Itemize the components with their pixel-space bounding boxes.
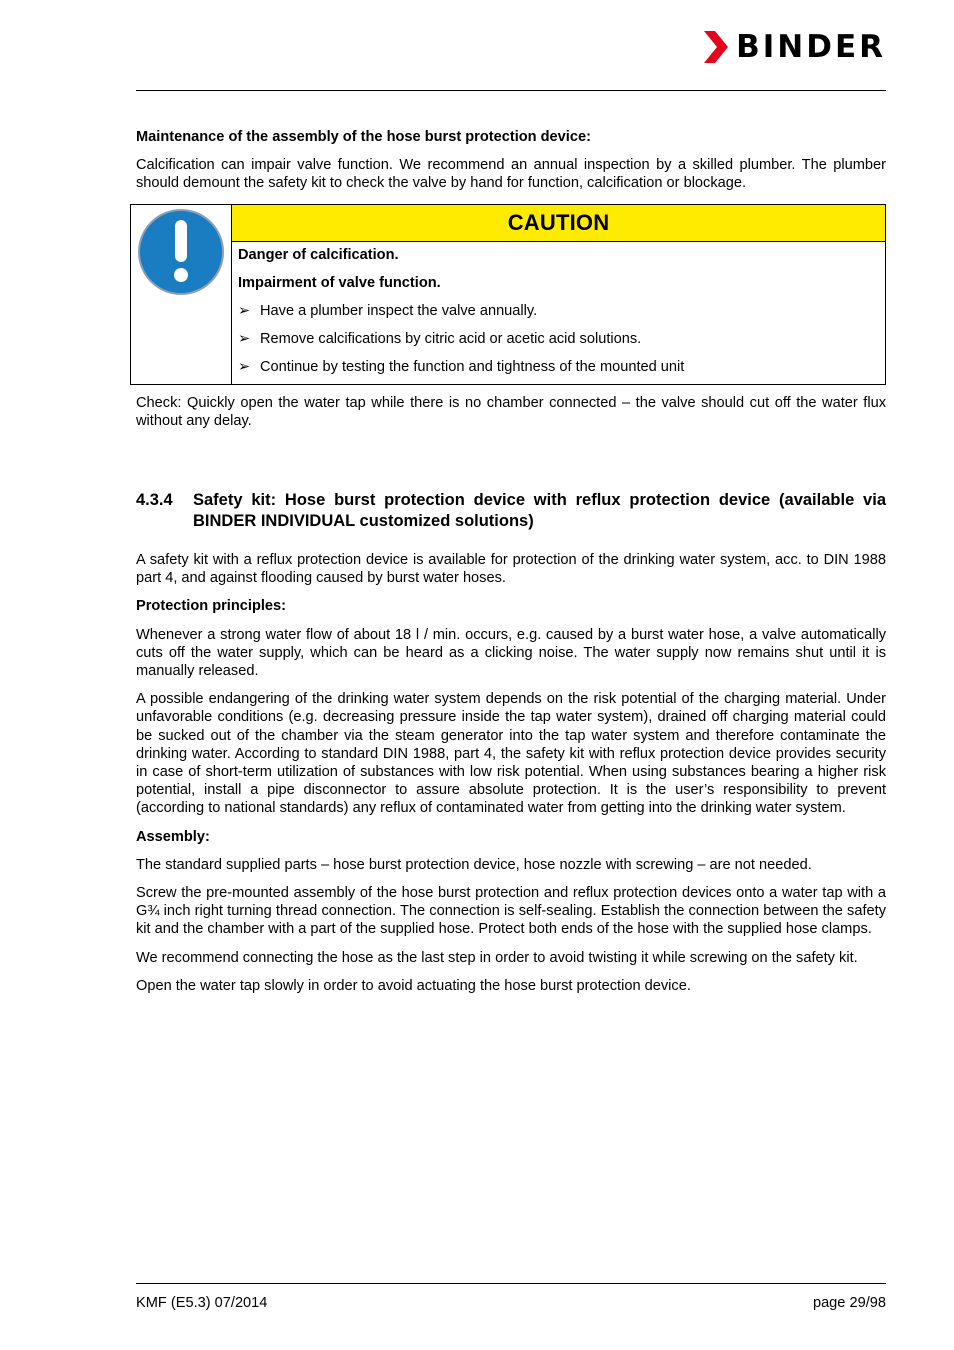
binder-logo [704, 30, 886, 64]
binder-logo-mark-icon [704, 31, 728, 63]
caution-icon-cell [131, 204, 232, 384]
assembly-paragraph: We recommend connecting the hose as the last step in order to avoid twisting it while screwing on the safety kit. [136, 949, 858, 966]
caution-bullet [238, 358, 879, 380]
caution-body [232, 241, 886, 384]
principles-heading: Protection principles: [136, 598, 287, 615]
caution-box [130, 204, 886, 385]
page-number: page 29/98 [812, 1295, 886, 1311]
caution-bullet-text: Remove calcifications by citric acid or acetic acid solutions. [260, 330, 642, 347]
assembly-heading: Assembly: [136, 828, 210, 845]
brand-name: BINDER [736, 29, 886, 65]
caution-title: CAUTION [232, 204, 886, 241]
maintenance-text: Calcification can impair valve function. We recommend an annual inspection by a skilled plumber. The plumber should demount the safety kit to check the valve by hand for function, calcification or blockage. [136, 157, 886, 192]
principles-paragraph: A possible endangering of the drinking water system depends on the risk potential of the charging material. Under unfavorable conditions (e.g. decreasing pressure inside the tap water system), drained off charging material could be sucked out of the chamber via the steam generator into the tap water system and therefore contaminate the drinking water. According to standard DIN 1988, part 4, the safety kit with reflux protection device provides security in case of short-term utilization of substances with low risk potential. When using substances bearing a higher risk potential, install a pipe disconnector to assure absolute protection. It is the user’s responsibility to prevent (according to national standards) any reflux of contaminated water from getting into the drinking water system. [136, 691, 886, 817]
footer [136, 1295, 886, 1311]
assembly-paragraph: The standard supplied parts – hose burst protection device, hose nozzle with screwing – are not needed. [136, 856, 812, 873]
arrow-bullet-icon: ➢ [238, 330, 251, 347]
footer-rule [136, 1283, 886, 1284]
caution-line: Danger of calcification. [238, 246, 399, 263]
section-heading [136, 490, 886, 532]
maintenance-heading: Maintenance of the assembly of the hose burst protection device: [136, 129, 591, 145]
principles-paragraph: Whenever a strong water flow of about 18 l / min. occurs, e.g. caused by a burst water hose, a valve automatically cuts off the water supply, which can be heard as a clicking noise. The water supply now remains shut until it is manually released. [136, 626, 886, 680]
mandatory-exclamation-icon [131, 205, 231, 305]
section-title: Safety kit: Hose burst protection device with reflux protection device (available via BINDER INDIVIDUAL customized solutions) [193, 491, 886, 531]
page-content [136, 128, 886, 995]
assembly-paragraph: Open the water tap slowly in order to avoid actuating the hose burst protection device. [136, 977, 691, 994]
check-text: Check: Quickly open the water tap while there is no chamber connected – the valve should cut off the water flux without any delay. [136, 394, 886, 429]
caution-line: Impairment of valve function. [238, 274, 441, 291]
arrow-bullet-icon: ➢ [238, 302, 251, 319]
section-intro: A safety kit with a reflux protection device is available for protection of the drinking water system, acc. to DIN 1988 part 4, and against flooding caused by burst water hoses. [136, 552, 886, 587]
section-number: 4.3.4 [136, 491, 173, 510]
assembly-paragraph: Screw the pre-mounted assembly of the hose burst protection and reflux protection devices onto a water tap with a G¾ inch right turning thread connection. The connection is self-sealing. Establish the connection between the safety kit and the chamber with a part of the supplied hose. Protect both ends of the hose with the supplied hose clamps. [136, 885, 886, 938]
caution-bullet [238, 302, 879, 330]
document-id: KMF (E5.3) 07/2014 [136, 1295, 268, 1311]
caution-bullet-text: Have a plumber inspect the valve annually. [260, 302, 538, 319]
arrow-bullet-icon: ➢ [238, 358, 251, 375]
caution-bullet [238, 330, 879, 358]
header-rule [136, 90, 886, 91]
caution-bullet-text: Continue by testing the function and tightness of the mounted unit [260, 358, 685, 375]
